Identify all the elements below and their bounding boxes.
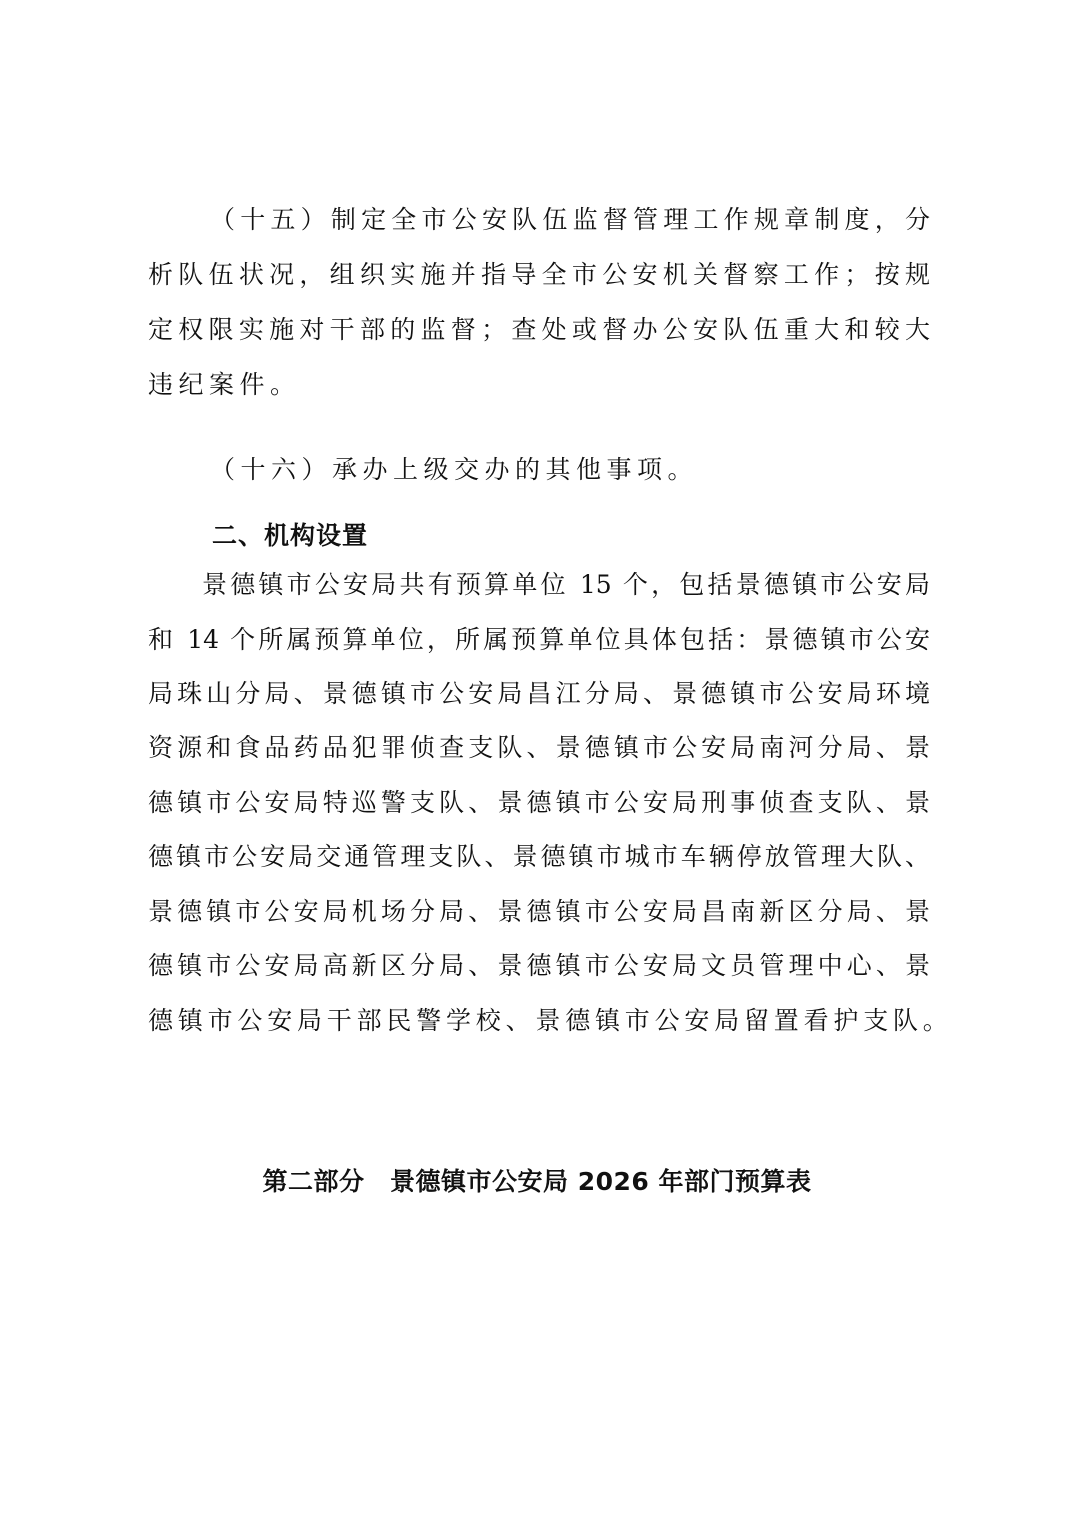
text-line: 景德镇市公安局共有预算单位 15 个，包括景德镇市公安局 [202, 570, 930, 599]
text-line: 德镇市公安局交通管理支队、景德镇市城市车辆停放管理大队、 [148, 842, 930, 871]
text-line: 景德镇市公安局机场分局、景德镇市公安局昌南新区分局、景 [148, 897, 930, 926]
part-title: 第二部分 景德镇市公安局 2026 年部门预算表 [262, 1167, 812, 1196]
text-line: 资源和食品药品犯罪侦查支队、景德镇市公安局南河分局、景 [148, 733, 930, 762]
section-heading: 二、机构设置 [212, 521, 369, 550]
text-line: 违纪案件。 [148, 370, 301, 399]
text-line: 德镇市公安局干部民警学校、景德镇市公安局留置看护支队。 [148, 1006, 953, 1035]
text-line: 德镇市公安局特巡警支队、景德镇市公安局刑事侦查支队、景 [148, 788, 930, 817]
text-line: 定权限实施对干部的监督；查处或督办公安队伍重大和较大 [148, 315, 930, 344]
text-line: 德镇市公安局高新区分局、景德镇市公安局文员管理中心、景 [148, 951, 930, 980]
text-line: 局珠山分局、景德镇市公安局昌江分局、景德镇市公安局环境 [148, 679, 930, 708]
text-line: 和 14 个所属预算单位，所属预算单位具体包括：景德镇市公安 [148, 625, 930, 654]
paragraph-16: （十六）承办上级交办的其他事项。 [210, 455, 699, 484]
text-line: 析队伍状况，组织实施并指导全市公安机关督察工作；按规 [148, 260, 930, 289]
text-line: （十五）制定全市公安队伍监督管理工作规章制度，分 [210, 205, 930, 234]
